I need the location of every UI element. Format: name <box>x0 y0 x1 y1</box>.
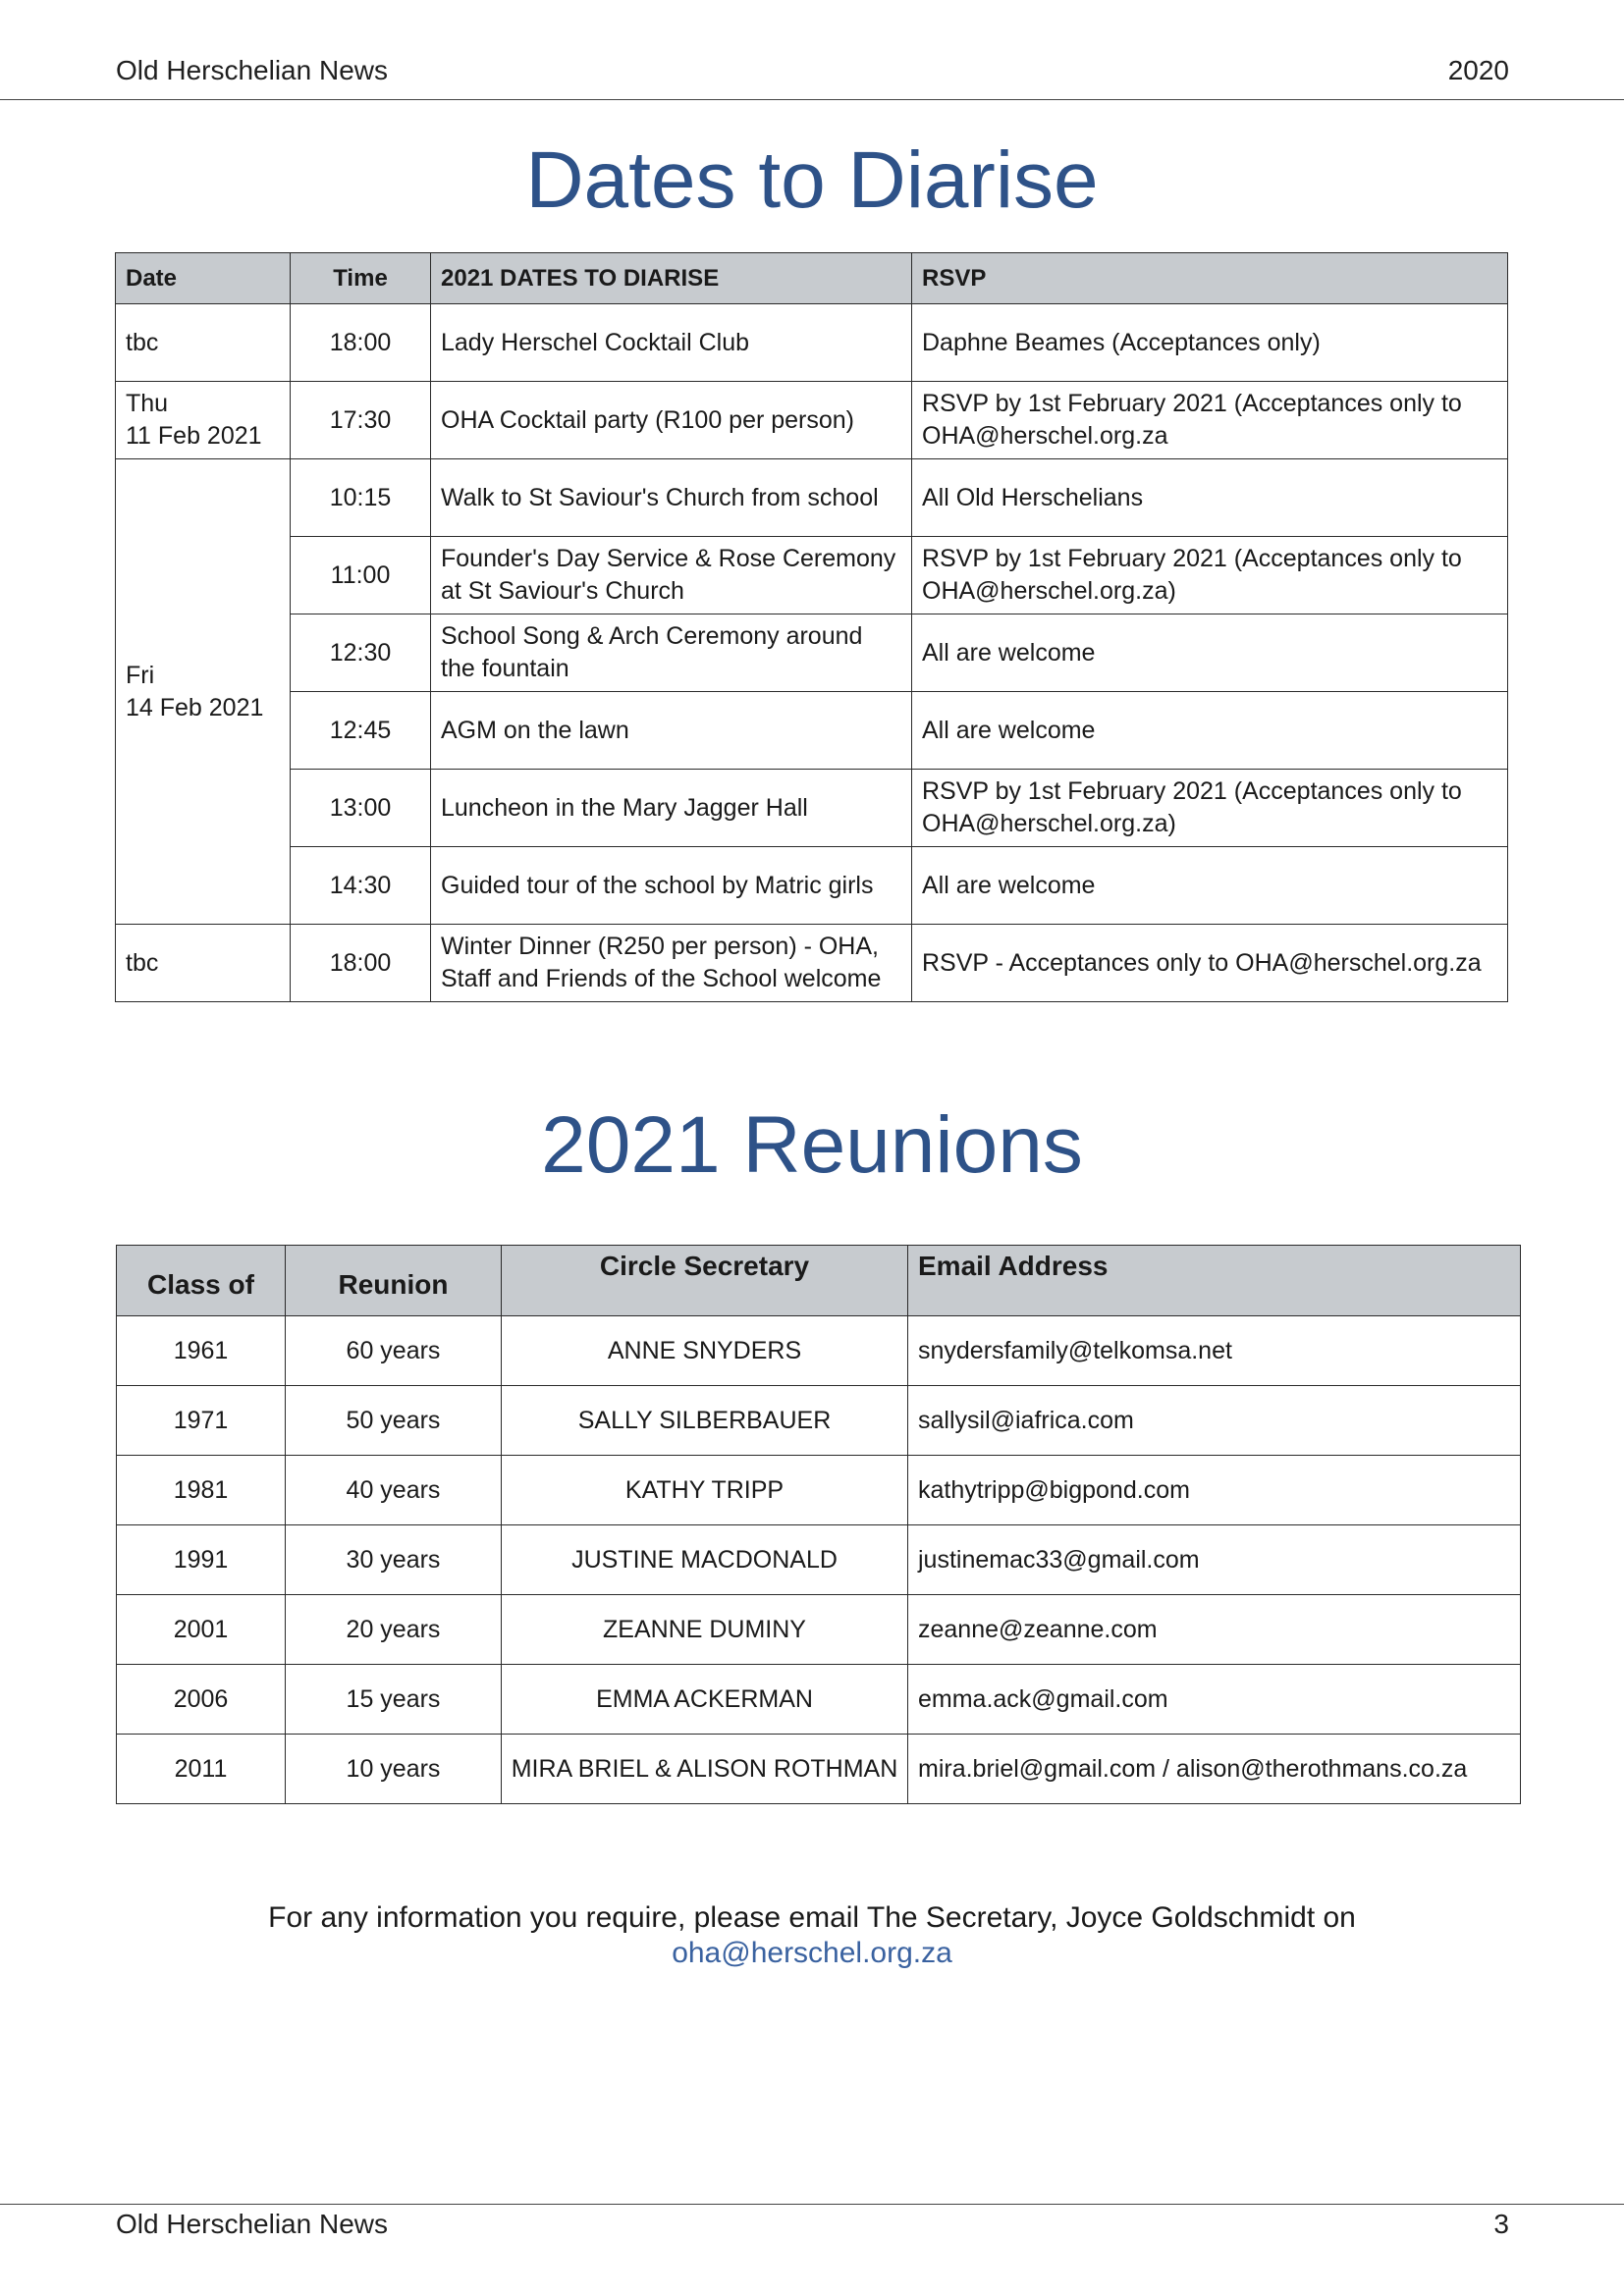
event-cell: Founder's Day Service & Rose Ceremony at St Saviour's Church <box>431 537 912 614</box>
col-rsvp: RSVP <box>912 253 1508 304</box>
page-footer <box>0 2208 1624 2241</box>
time-cell: 12:45 <box>291 692 431 770</box>
event-cell: Guided tour of the school by Matric girls <box>431 847 912 925</box>
email-cell: mira.briel@gmail.com / alison@therothmans.co.za <box>908 1735 1521 1804</box>
contact-note <box>0 1900 1624 1971</box>
time-cell: 10:15 <box>291 459 431 537</box>
reunion-cell: 15 years <box>286 1665 502 1735</box>
page-header <box>0 54 1624 87</box>
table-row <box>117 1386 1521 1456</box>
class-of-cell: 1991 <box>117 1525 286 1595</box>
secretary-cell: EMMA ACKERMAN <box>502 1665 908 1735</box>
time-cell: 11:00 <box>291 537 431 614</box>
class-of-cell: 2006 <box>117 1665 286 1735</box>
rsvp-cell: RSVP - Acceptances only to OHA@herschel.org.za <box>912 925 1508 1002</box>
col-date: Date <box>116 253 291 304</box>
rsvp-cell: RSVP by 1st February 2021 (Acceptances only to OHA@herschel.org.za) <box>912 537 1508 614</box>
time-cell: 14:30 <box>291 847 431 925</box>
time-cell: 13:00 <box>291 770 431 847</box>
page-number: 3 <box>1493 2209 1509 2239</box>
email-cell: zeanne@zeanne.com <box>908 1595 1521 1665</box>
rsvp-cell: RSVP by 1st February 2021 (Acceptances only to OHA@herschel.org.za <box>912 382 1508 459</box>
reunion-cell: 30 years <box>286 1525 502 1595</box>
date-cell: Fri 14 Feb 2021 <box>116 459 291 925</box>
footer-publication: Old Herschelian News <box>116 2209 388 2239</box>
table-row <box>116 925 1508 1002</box>
reunion-cell: 10 years <box>286 1735 502 1804</box>
contact-text: For any information you require, please email The Secretary, Joyce Goldschmidt on <box>268 1901 1356 1934</box>
reunion-cell: 40 years <box>286 1456 502 1525</box>
reunions-header-row <box>117 1246 1521 1316</box>
event-cell: Winter Dinner (R250 per person) - OHA, Staff and Friends of the School welcome <box>431 925 912 1002</box>
reunion-cell: 60 years <box>286 1316 502 1386</box>
time-cell: 18:00 <box>291 304 431 382</box>
event-cell: AGM on the lawn <box>431 692 912 770</box>
rsvp-cell: All are welcome <box>912 692 1508 770</box>
event-cell: School Song & Arch Ceremony around the fountain <box>431 614 912 692</box>
reunion-cell: 50 years <box>286 1386 502 1456</box>
col-reunion: Reunion <box>286 1246 502 1316</box>
email-cell: emma.ack@gmail.com <box>908 1665 1521 1735</box>
table-row <box>116 382 1508 459</box>
col-circle-secretary: Circle Secretary <box>502 1246 908 1316</box>
footer-divider <box>0 2204 1624 2205</box>
time-cell: 17:30 <box>291 382 431 459</box>
table-row <box>116 459 1508 537</box>
secretary-cell: ZEANNE DUMINY <box>502 1595 908 1665</box>
email-cell: kathytripp@bigpond.com <box>908 1456 1521 1525</box>
rsvp-cell: All Old Herschelians <box>912 459 1508 537</box>
event-cell: Luncheon in the Mary Jagger Hall <box>431 770 912 847</box>
header-year: 2020 <box>1447 55 1509 85</box>
rsvp-cell: Daphne Beames (Acceptances only) <box>912 304 1508 382</box>
reunions-table <box>116 1245 1521 1804</box>
class-of-cell: 2001 <box>117 1595 286 1665</box>
col-event: 2021 DATES TO DIARISE <box>431 253 912 304</box>
dates-header-row <box>116 253 1508 304</box>
table-row <box>117 1735 1521 1804</box>
table-row <box>117 1316 1521 1386</box>
dates-title: Dates to Diarise <box>525 135 1099 225</box>
email-cell: sallysil@iafrica.com <box>908 1386 1521 1456</box>
event-cell: OHA Cocktail party (R100 per person) <box>431 382 912 459</box>
table-row <box>116 304 1508 382</box>
rsvp-cell: RSVP by 1st February 2021 (Acceptances only to OHA@herschel.org.za) <box>912 770 1508 847</box>
class-of-cell: 1981 <box>117 1456 286 1525</box>
dates-table <box>115 252 1508 1002</box>
contact-email-link[interactable]: oha@herschel.org.za <box>672 1937 952 1969</box>
time-cell: 18:00 <box>291 925 431 1002</box>
secretary-cell: ANNE SNYDERS <box>502 1316 908 1386</box>
col-time: Time <box>291 253 431 304</box>
table-row <box>116 537 1508 614</box>
secretary-cell: MIRA BRIEL & ALISON ROTHMAN <box>502 1735 908 1804</box>
table-row <box>116 847 1508 925</box>
table-row <box>117 1595 1521 1665</box>
table-row <box>116 770 1508 847</box>
rsvp-cell: All are welcome <box>912 847 1508 925</box>
time-cell: 12:30 <box>291 614 431 692</box>
table-row <box>116 614 1508 692</box>
email-cell: snydersfamily@telkomsa.net <box>908 1316 1521 1386</box>
col-class-of: Class of <box>117 1246 286 1316</box>
reunion-cell: 20 years <box>286 1595 502 1665</box>
class-of-cell: 1971 <box>117 1386 286 1456</box>
table-row <box>117 1456 1521 1525</box>
event-cell: Lady Herschel Cocktail Club <box>431 304 912 382</box>
secretary-cell: KATHY TRIPP <box>502 1456 908 1525</box>
class-of-cell: 1961 <box>117 1316 286 1386</box>
secretary-cell: JUSTINE MACDONALD <box>502 1525 908 1595</box>
rsvp-cell: All are welcome <box>912 614 1508 692</box>
date-cell: tbc <box>116 304 291 382</box>
event-cell: Walk to St Saviour's Church from school <box>431 459 912 537</box>
header-publication: Old Herschelian News <box>116 55 388 85</box>
table-row <box>117 1525 1521 1595</box>
header-divider <box>0 99 1624 100</box>
date-cell: tbc <box>116 925 291 1002</box>
table-row <box>116 692 1508 770</box>
col-email-address: Email Address <box>908 1246 1521 1316</box>
date-cell: Thu 11 Feb 2021 <box>116 382 291 459</box>
secretary-cell: SALLY SILBERBAUER <box>502 1386 908 1456</box>
table-row <box>117 1665 1521 1735</box>
reunions-title: 2021 Reunions <box>541 1100 1083 1190</box>
class-of-cell: 2011 <box>117 1735 286 1804</box>
email-cell: justinemac33@gmail.com <box>908 1525 1521 1595</box>
